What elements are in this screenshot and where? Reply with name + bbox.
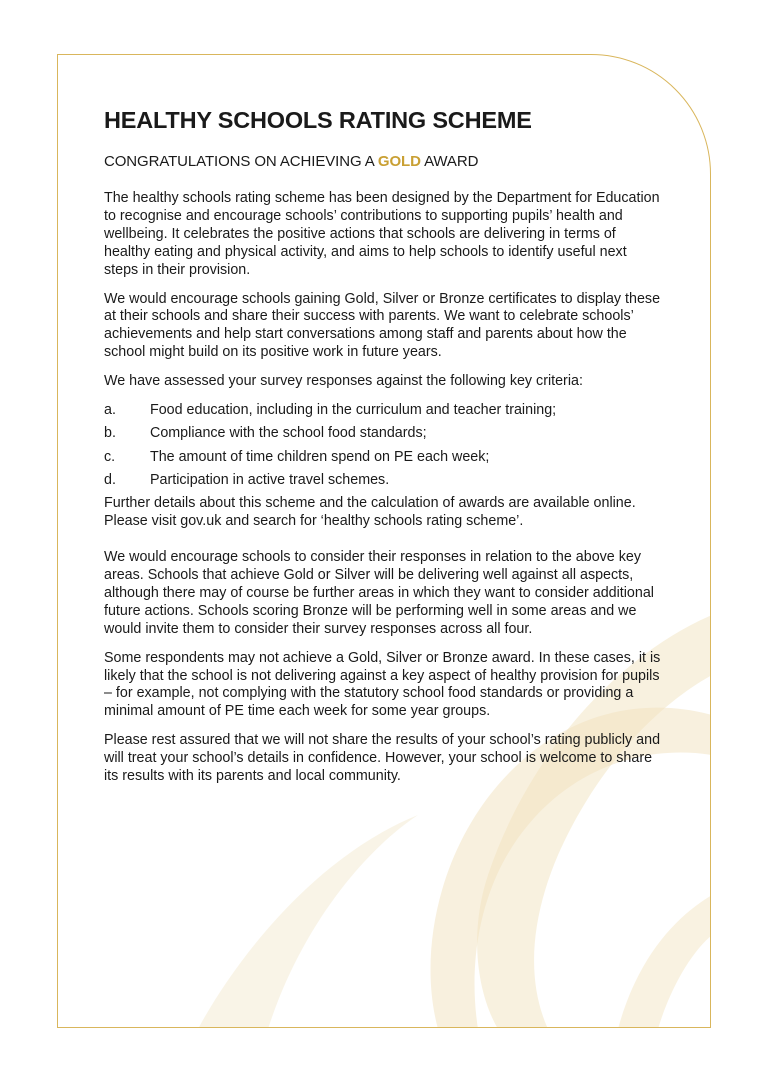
- list-item-text: Compliance with the school food standards;: [150, 425, 427, 442]
- key-areas-paragraph: We would encourage schools to consider their responses in relation to the above key areas. Schools that achieve Gold or Silver will be delivering well against all aspects, although there may of course be further areas in which they want to consider additional future actions. Schools scoring Bronze will be performing well in some areas and we would invite them to consider their survey responses across all four.: [104, 549, 654, 637]
- page-title: HEALTHY SCHOOLS RATING SCHEME: [104, 107, 532, 133]
- criteria-intro-paragraph: We have assessed your survey responses against the following key criteria:: [104, 373, 583, 390]
- list-item-letter: a.: [104, 402, 116, 419]
- list-item: [104, 472, 664, 490]
- award-level: GOLD: [377, 153, 421, 170]
- list-item: [104, 449, 664, 467]
- certificates-paragraph: We would encourage schools gaining Gold, Silver or Bronze certificates to display these at their schools and share their success with parents. We want to celebrate schools’ achievements and help start conversations among staff and parents about how the school might build on its positive work in future years.: [104, 290, 661, 361]
- further-details-paragraph: Further details about this scheme and the calculation of awards are available online. Please visit gov.uk and search for ‘healthy schools rating scheme’.: [104, 495, 636, 530]
- list-item: [104, 402, 664, 420]
- list-item-text: The amount of time children spend on PE each week;: [150, 448, 490, 465]
- list-item: [104, 425, 664, 443]
- no-award-paragraph: Some respondents may not achieve a Gold, Silver or Bronze award. In these cases, it is likely that the school is not delivering against a key aspect of healthy provision for pupils – for example, not complying with the statutory school food standards or providing a minimal amount of PE time each week for some year groups.: [104, 649, 661, 720]
- list-item-text: Participation in active travel schemes.: [150, 471, 390, 488]
- list-item-letter: c.: [104, 448, 116, 465]
- list-item-letter: d.: [104, 471, 116, 488]
- list-item-letter: b.: [104, 425, 116, 442]
- award-subtitle: [104, 152, 664, 171]
- confidentiality-paragraph: Please rest assured that we will not share the results of your school’s rating publicly and will treat your school’s details in confidence. However, your school is welcome to share its results with its parents and local community.: [104, 732, 661, 785]
- criteria-list: [104, 402, 664, 490]
- subtitle-suffix: AWARD: [420, 153, 479, 170]
- list-item-text: Food education, including in the curriculum and teacher training;: [150, 402, 557, 419]
- subtitle-prefix: CONGRATULATIONS ON ACHIEVING A: [104, 153, 378, 170]
- intro-paragraph: The healthy schools rating scheme has been designed by the Department for Education to recognise and encourage schools’ contributions to supporting pupils’ health and wellbeing. It celebrates the positive actions that schools are delivering in terms of healthy eating and physical activity, and aims to help schools to identify useful next steps in their provision.: [104, 190, 660, 278]
- document-body: [104, 106, 664, 786]
